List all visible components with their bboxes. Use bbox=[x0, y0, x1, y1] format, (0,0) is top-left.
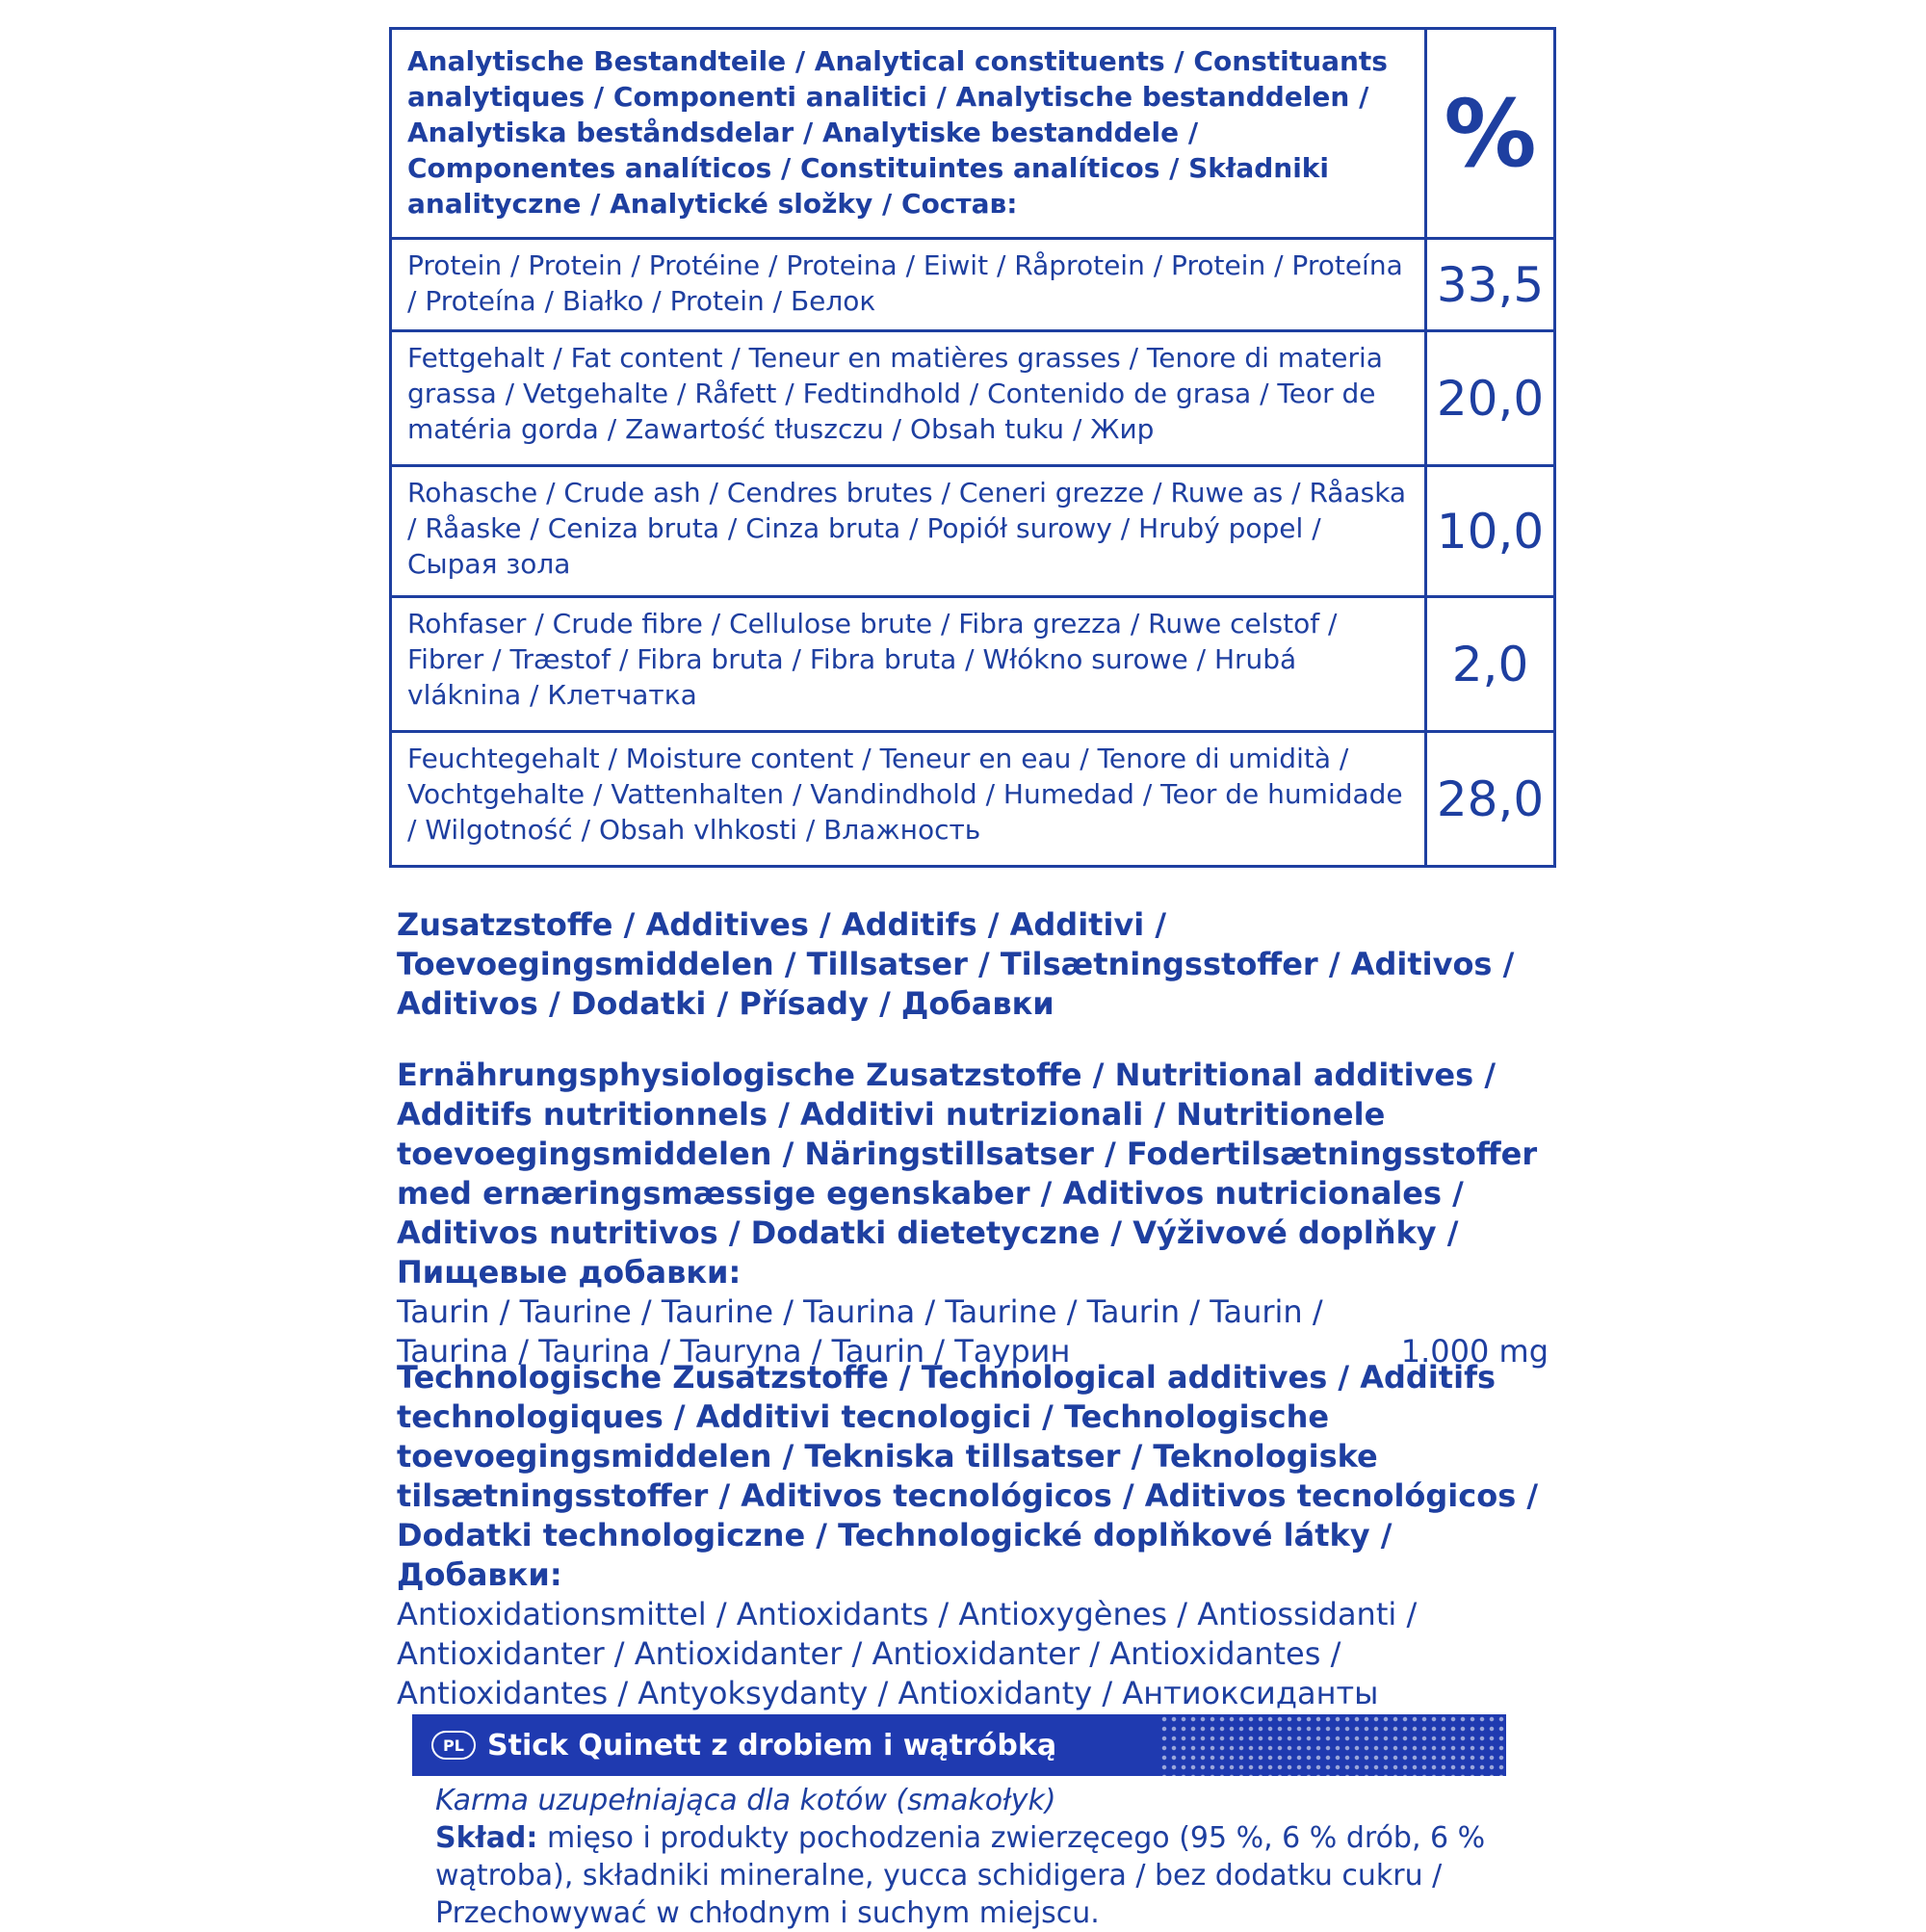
row-label: Protein / Protein / Protéine / Proteina / Eiwit / Råprotein / Protein / Proteína / Proteína / Białko / Protein / Белок bbox=[407, 249, 1403, 317]
row-value: 33,5 bbox=[1424, 240, 1553, 329]
nutritional-additives-heading: Ernährungsphysiologische Zusatzstoffe / Nutritional additives / Additifs nutritionnels / Additivi nutrizionali / Nutritionele toevoegingsmiddelen / Näringstillsatser / Fodertilsætningsstoffer med ernæringsmæssige egenskaber / Aditivos nutricionales / Aditivos nutritivos / Dodatki dietetyczne / Výživové doplňky / Пищевые добавки: bbox=[397, 1057, 1538, 1291]
table-row-ash bbox=[392, 464, 1553, 595]
taurin-line-1: Taurin / Taurine / Taurine / Taurina / Taurine / Taurin / Taurin / bbox=[397, 1293, 1323, 1330]
row-value: 28,0 bbox=[1424, 733, 1553, 865]
table-header-percent: % bbox=[1424, 30, 1553, 237]
row-label: Rohfaser / Crude fibre / Cellulose brute / Fibra grezza / Ruwe celstof / Fibrer / Træstof / Fibra bruta / Fibra bruta / Włókno surowe / Hrubá vláknina / Клетчатка bbox=[407, 608, 1338, 711]
analytical-table bbox=[389, 27, 1556, 868]
table-row-fat bbox=[392, 329, 1553, 464]
table-row-protein bbox=[392, 237, 1553, 329]
composition-text: mięso i produkty pochodzenia zwierzęcego (95 %, 6 % drób, 6 % wątroba), składniki mineralne, yucca schidigera / bez dodatku cukru / Przechowywać w chłodnym i suchym miejscu. bbox=[435, 1821, 1486, 1930]
polish-description bbox=[435, 1782, 1533, 1932]
row-label: Feuchtegehalt / Moisture content / Teneur en eau / Tenore di umidità / Vochtgehalte / Vattenhalten / Vandindhold / Humedad / Teor de humidade / Wilgotność / Obsah vlhkosti / Влажность bbox=[407, 743, 1403, 846]
composition-label: Skład: bbox=[435, 1821, 538, 1855]
row-label: Rohasche / Crude ash / Cendres brutes / Ceneri grezze / Ruwe as / Råaska / Råaske / Ceniza bruta / Cinza bruta / Popiół surowy / Hrubý popel / Сырая зола bbox=[407, 477, 1407, 580]
dot-pattern-decoration bbox=[1159, 1714, 1506, 1776]
technological-additives-section bbox=[397, 1358, 1552, 1713]
polish-product-title: Stick Quinett z drobiem i wątróbką bbox=[487, 1728, 1057, 1762]
technological-additives-heading: Technologische Zusatzstoffe / Technological additives / Additifs technologiques / Additivi tecnologici / Technologische toevoegingsmiddelen / Tekniska tillsatser / Teknologiske tilsætningsstoffer / Aditivos tecnológicos / Aditivos tecnológicos / Dodatki technologiczne / Technologické doplňkové látky / Добавки: bbox=[397, 1359, 1539, 1593]
row-value: 20,0 bbox=[1424, 332, 1553, 464]
table-header-row bbox=[392, 30, 1553, 237]
antioxidants-list: Antioxidationsmittel / Antioxidants / Antioxygènes / Antiossidanti / Antioxidanter / Antioxidanter / Antioxidanter / Antioxidantes / Antioxidantes / Antyoksydanty / Antioxidanty / Антиоксиданты bbox=[397, 1596, 1418, 1711]
table-row-fibre bbox=[392, 595, 1553, 730]
taurin-line-2: Taurina / Taurina / Tauryna / Taurin / Таурин bbox=[397, 1333, 1071, 1370]
taurin-amount: 1.000 mg bbox=[1400, 1333, 1549, 1370]
row-label: Fettgehalt / Fat content / Teneur en matières grasses / Tenore di materia grassa / Vetgehalte / Råfett / Fedtindhold / Contenido de grasa / Teor de matéria gorda / Zawartość tłuszczu / Obsah tuku / Жир bbox=[407, 342, 1383, 445]
row-value: 10,0 bbox=[1424, 467, 1553, 595]
polish-subtitle: Karma uzupełniająca dla kotów (smakołyk) bbox=[435, 1784, 1056, 1817]
language-badge: PL bbox=[431, 1731, 476, 1760]
table-row-moisture bbox=[392, 730, 1553, 865]
table-header-label: Analytische Bestandteile / Analytical constituents / Constituants analytiques / Componenti analitici / Analytische bestanddelen / Analytiska beståndsdelar / Analytiske bestanddele / Componentes analíticos / Constituintes analíticos / Składniki analityczne / Analytické složky / Состав: bbox=[407, 45, 1388, 220]
polish-composition bbox=[435, 1819, 1533, 1932]
row-value: 2,0 bbox=[1424, 598, 1553, 730]
polish-product-bar bbox=[412, 1714, 1506, 1776]
nutritional-additives-section bbox=[397, 1056, 1552, 1371]
additives-heading: Zusatzstoffe / Additives / Additifs / Additivi / Toevoegingsmiddelen / Tillsatser / Tilsætningsstoffer / Aditivos / Aditivos / Dodatki / Přísady / Добавки bbox=[397, 906, 1515, 1022]
